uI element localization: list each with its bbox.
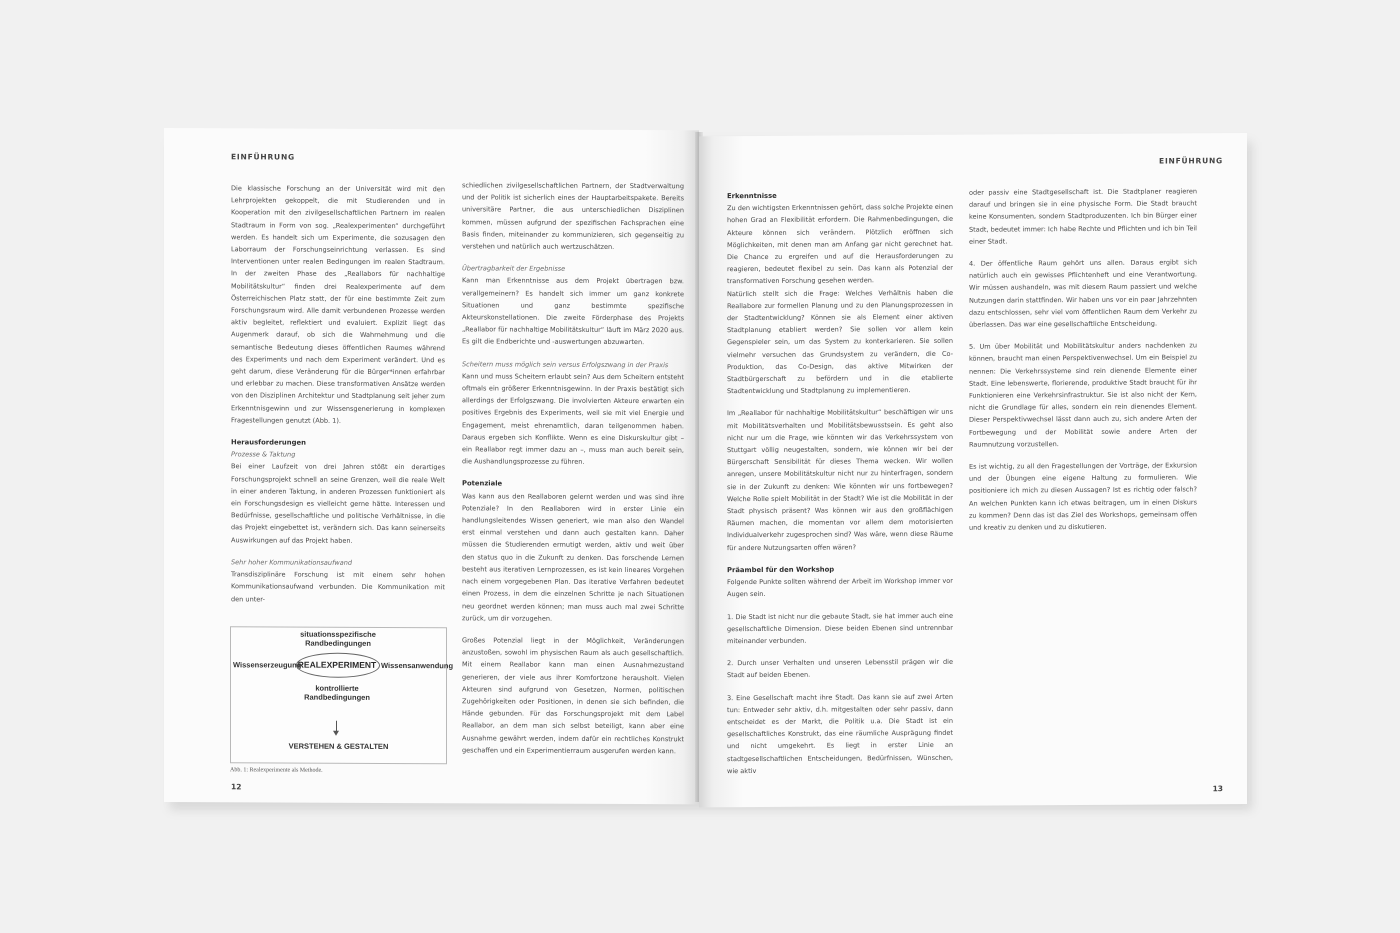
- heading-insights: Erkenntnisse: [727, 191, 777, 201]
- figure-arrow-head-icon: [333, 731, 339, 736]
- right-page: [699, 133, 1247, 807]
- figure-bottom-label: kontrollierte Randbedingungen: [304, 683, 370, 702]
- list-item-3: 3. Eine Gesellschaft macht ihre Stadt. Das kann sie auf zwei Arten tun: Entweder sehr aktiv, d.h. mitgestalten oder sehr passiv, dann entscheidet es der Markt, die Politik u.a. Die Stadt ist ein gesellschaftliches Konstrukt, das eine räumliche Ausprägung findet und nicht umgekehrt. Es liegt in erster Linie an stadtgesellschaftlichen Entscheidungen, Bedürfnissen, Wünschen, wie aktiv: [727, 692, 953, 775]
- heading-potential: Potenziale: [462, 479, 503, 488]
- subheading-failure: Scheitern muss möglich sein versus Erfolgszwang in der Praxis: [462, 359, 669, 369]
- left-page-column-1: [231, 182, 445, 606]
- paragraph-failure: Kann und muss Scheitern erlaubt sein? Aus dem Scheitern entsteht oftmals ein größerer Erkenntnisgewinn. In der Praxis bestätigt sich allerdings der Erfolgszwang. Die involvierten Akteure erwarten ein positives Ergebnis des Experiments, weil sie mit viel Energie und Engagement, meist ehrenamtlich, daran teilgenommen haben. Daraus ergeben sich Konflikte. Wenn es eine Diskurskultur gibt – ein Reallabor regt immer dazu an –, muss man auch bereit sein, die Aushandlungsprozesse zu führen.: [462, 372, 684, 467]
- figure-right-label: Wissensanwendung: [381, 660, 454, 671]
- list-item-5: 5. Um über Mobilität und Mobilitätskultur anders nachdenken zu können, braucht man einen Perspektivenwechsel. Um ein Beispiel zu nennen: Die Verkehrssysteme sind rein dienende Elemente einer Stadt. Eine lebenswerte, florierende, produktive Stadt braucht für ihr Funktionieren eine Verkehrsinfrastruktur. Sie ist also nicht der Kern, nicht die Grundlage für alles, sondern ein rein dienendes Element. Dieser Perspektivwechsel lässt dann auch zu, sich andere Arten der Fortbewegung und der Mobilität sowie andere Arten der Raumnutzung vorzustellen.: [969, 341, 1197, 449]
- right-page-column-1: [727, 189, 953, 777]
- left-page: [164, 128, 699, 804]
- page-number-left: 12: [231, 782, 242, 792]
- running-head-right: EINFÜHRUNG: [1159, 156, 1223, 166]
- figure-left-label: Wissenserzeugung: [233, 660, 302, 670]
- subheading-communication: Sehr hoher Kommunikationsaufwand: [231, 558, 353, 567]
- page-number-right: 13: [1212, 784, 1223, 794]
- paragraph-preamble: Folgende Punkte sollten während der Arbeit im Workshop immer vor Augen sein.: [727, 576, 953, 599]
- paragraph-transfer: Kann man Erkenntnisse aus dem Projekt übertragen bzw. verallgemeinern? Es handelt sich immer um ganz konkrete Situationen und ganz bestimmte spezifische Akteurskonstellationen. Die zweite Förderphase des Projekts „Reallabor für nachhaltige Mobilitätskultur“ läuft im März 2020 aus. Es gilt die Endberichte und -auswertungen abzuwarten.: [462, 276, 684, 347]
- running-head-left: EINFÜHRUNG: [231, 152, 295, 162]
- paragraph-insights: Zu den wichtigsten Erkenntnissen gehört, dass solche Projekte einen hohen Grad an Flexibilität erfordern. Die Rahmenbedingungen, die Akteure können sich verändern. Plötzlich eröffnen sich Möglichkeiten, mit denen man am Anfang gar nicht gerechnet hat. Die Chance zu ergreifen und auf die Herausforderungen zu reagieren, bedeutet flexibel zu sein. Das kann als Potenzial der transformativen Forschung gesehen werden.: [727, 202, 953, 286]
- paragraph-big-potential: Großes Potenzial liegt in der Möglichkeit, Veränderungen anzustoßen, sowohl im physischen Raum als auch gesellschaftlich. Mit einem Reallabor kann man einen Ausnahmezustand generieren, der viele aus ihrer Komfortzone herausholt. Vielen Akteuren sind aufgrund von Gesetzen, Normen, politischen Zugehörigkeiten oder Positionen, in denen sie sich befinden, die Hände gebunden. Für das Forschungsprojekt mit dem Label Reallabor, an dem man sich selbst beteiligt, kann aber eine Ausnahme gewährt werden, indem dafür ein rechtliches Konstrukt geschaffen und ein Experimentierraum ausgerufen werden kann.: [462, 636, 684, 755]
- paragraph-communication: Transdisziplinäre Forschung ist mit einem sehr hohen Kommunikationsaufwand verbunden. Die Kommunikation mit den unter-: [231, 570, 445, 603]
- paragraph-question: Natürlich stellt sich die Frage: Welches Verhältnis haben die Reallabore zur formellen Planung und zu den Planungsprozessen in der Stadtentwicklung? Können sie als Element einer aktiven Stadtplanung etabliert werden? Sie sollen vor allem kein Gegenspieler sein, um das System zu konterkarieren. Sie sollen vielmehr versuchen das Grundsystem zu verändern, die Co-Produktion, das Co-Design, das aktive Mitwirken der Stadtbürgerschaft zu befördern und in die etablierte Stadtentwicklung und Stadtplanung zu implementieren.: [727, 288, 953, 396]
- paragraph-closing: Es ist wichtig, zu all den Fragestellungen der Vorträge, der Exkursion und der Übungen eine eigene Haltung zu formulieren. Wie positioniere ich mich zu diesen Aussagen? Ist es richtig oder falsch? An welchen Punkten kann ich etwas beitragen, um in einen Diskurs zu kommen? Denn das ist das Ziel des Workshops, gemeinsam offen und kreativ zu denken und zu diskutieren.: [969, 461, 1197, 532]
- figure-result-label: VERSTEHEN & GESTALTEN: [288, 741, 389, 751]
- figure-caption: Abb. 1: Realexperimente als Methode.: [230, 767, 323, 774]
- list-item-1: 1. Die Stadt ist nicht nur die gebaute Stadt, sie hat immer auch eine gesellschaftliche Dimension. Diese beiden Ebenen sind untrennbar miteinander verbunden.: [727, 611, 953, 646]
- figure-realexperiment-diagram: [230, 626, 454, 764]
- paragraph-potential: Was kann aus den Reallaboren gelernt werden und was sind ihre Potenziale? In den Reallaboren wird in erster Linie ein handlungsleitendes Wissen generiert, wie man also den Wandel erst einmal verstehen und dann auch gestalten kann. Daher müssen die Studierenden ermutigt werden, aktiv und weit über den status quo in die Zukunft zu denken. Das forschende Lernen besteht aus iterativen Lernprozessen, es ist kein lineares Vorgehen nach einem vorgegebenen Plan. Das iterative Verfahren bedeutet einen Prozess, in dem die einzelnen Schritte je nach Situationen neu geordnet werden können; man muss auch mal zwei Schritte zurück, um dir vorzugehen.: [462, 491, 684, 623]
- left-page-column-2: [462, 179, 684, 757]
- subheading-process: Prozesse & Taktung: [231, 450, 296, 459]
- paragraph-reallabor: Im „Reallabor für nachhaltige Mobilitätskultur“ beschäftigen wir uns mit Mobilitätsverhalten und Mobilitätsbewusstsein. Es geht also nicht nur um die Frage, wie könnten wir das Verkehrssystem von Stuttgart völlig neugestalten, sondern, wie können wir bei der Bürgerschaft Sensibilität für dieses Thema wecken. Wir wollen anregen, unsere Mobilitätskultur nicht nur zu hinterfragen, sondern sie in der Zukunft zu denken: Wie könnten wir uns fortbewegen? Welche Rolle spielt Mobilität in der Stadt? Wie ist die Mobilität in der Stadt physisch präsent? Was können wir aus den großflächigen Räumen machen, die momentan vor allem dem motorisierten Individualverkehr zugesprochen sind? Was wäre, wenn diese Räume für andere Nutzungsarten offen wären?: [727, 408, 953, 552]
- paragraph-continue-right: oder passiv eine Stadtgesellschaft ist. Die Stadtplaner reagieren darauf und bringen sie in eine physische Form. Die Stadt braucht keine Konsumenten, sondern Stadtproduzenten. Ich bin Bürger einer Stadt, bedeutet immer: Ich habe Rechte und Pflichten und ich bin Teil einer Stadt.: [969, 187, 1197, 246]
- paragraph-continue: schiedlichen zivilgesellschaftlichen Partnern, der Stadtverwaltung und der Politik ist sicherlich eines der Hauptarbeitspakete. Bereits universitäre Partner, die aus unterschiedlichen Disziplinen kommen, müssen aufgrund der spezifischen Fachsprachen eine Basis finden, miteinander zu kommunizieren, sich gegenseitig zu verstehen und natürlich auch wertzuschätzen.: [462, 181, 684, 251]
- intro-paragraph: Die klassische Forschung an der Universität wird mit den Lehrprojekten gekoppelt, die mit Studierenden und in Kooperation mit den zivilgesellschaftlichen Partnern im realen Stadtraum in Form von sog. „Realexperimenten“ durchgeführt werden. Es handelt sich um Experimente, die sozusagen den Laborraum der Forschungseinrichtung verlassen. Es sind Interventionen unter realen Bedingungen im realen Stadtraum. In der zweiten Phase des „Reallabors für nachhaltige Mobilitätskultur“ finden drei Realexperimente auf dem Österreichischen Platz statt, der für eine bestimmte Zeit zum Forschungsraum wird. Alle damit verbundenen Prozesse werden aktiv begleitet, reflektiert und evaluiert. Explizit liegt das Augenmerk darauf, ob sich die Wahrnehmung und die semantische Bedeutung dieses öffentlichen Raumes während des Experiments und nach dem Experiment verändert. Und es geht darum, diese Veränderung für die Bürger*innen erfahrbar und erlebbar zu machen. Diese transformativen Ansätze werden von den Disziplinen Architektur und Stadtplanung seit jeher zum Erkenntnisgewinn und zur Wissensgenerierung in komplexen Fragestellungen genutzt (Abb. 1).: [231, 184, 445, 425]
- list-item-2: 2. Durch unser Verhalten und unseren Lebensstil prägen wir die Stadt auf beiden Ebenen.: [727, 657, 953, 680]
- right-page-column-2: [969, 185, 1197, 534]
- heading-challenges: Herausforderungen: [231, 438, 306, 447]
- list-item-4: 4. Der öffentliche Raum gehört uns allen. Daraus ergibt sich natürlich auch ein gewisses Pflichtenheft und eine Verantwortung. Wir müssen aushandeln, was mit diesem Raum passiert und welche Nutzungen darin stattfinden. Wir haben uns vor ein paar Jahrzehnten dazu entschlossen, sehr viel vom öffentlichen Raum dem Verkehr zu überlassen. Das war eine gesellschaftliche Entscheidung.: [969, 258, 1197, 329]
- subheading-transfer: Übertragbarkeit der Ergebnisse: [462, 264, 566, 273]
- figure-center-label: REALEXPERIMENT: [297, 659, 377, 670]
- figure-top-label: situationsspezifische Randbedingungen: [300, 629, 376, 648]
- heading-preamble: Präambel für den Workshop: [727, 565, 835, 575]
- paragraph-process: Bei einer Laufzeit von drei Jahren stößt ein derartiges Forschungsprojekt schnell an seine Grenzen, weil die reale Welt in einer anderen Taktung, in anderen Prozessen funktioniert als ein Forschungsdesign es vielleicht gerne hätte. Interessen und Bedürfnisse, gesellschaftliche und politische Verhältnisse, in die das Projekt eingebettet ist, verändern sich. Das kann seinerseits Auswirkungen auf das Projekt haben.: [231, 462, 445, 545]
